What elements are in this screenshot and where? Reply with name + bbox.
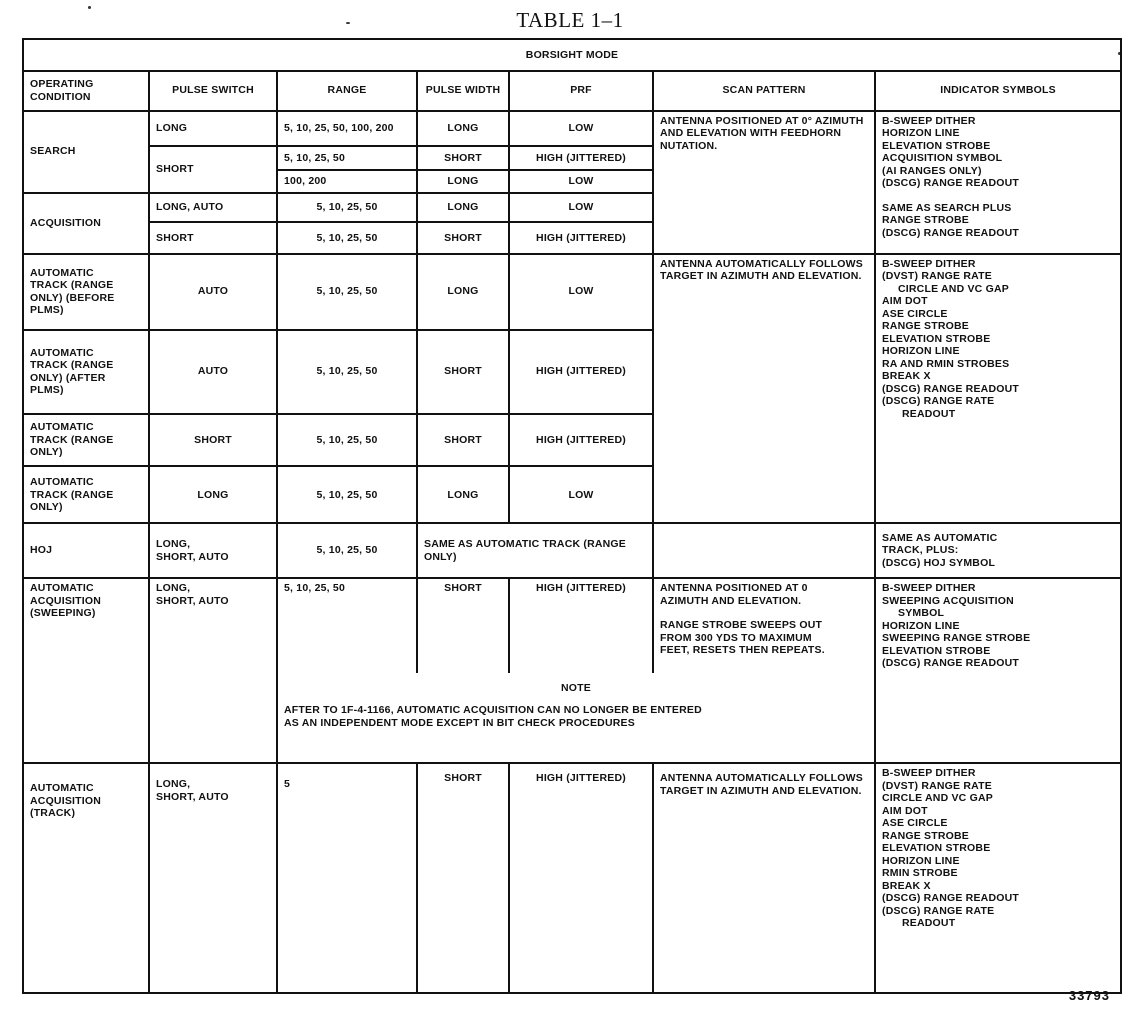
pulse-switch-cell: [149, 763, 277, 993]
pulse-switch-cell: AUTO: [149, 254, 277, 330]
text-line: HORIZON LINE: [882, 345, 960, 358]
column-header-condition: OPERATING CONDITION: [23, 71, 149, 111]
text-line: AS AN INDEPENDENT MODE EXCEPT IN BIT CHECK PROCEDURES: [284, 716, 635, 729]
text-line: RANGE STROBE: [882, 320, 969, 333]
text-line: TRACK (RANGE: [30, 359, 114, 372]
text-line: SHORT, AUTO: [156, 790, 229, 803]
range-cell: 5, 10, 25, 50: [277, 578, 417, 673]
text-line: (TRACK): [30, 807, 76, 820]
text-line: FROM 300 YDS TO MAXIMUM: [660, 631, 812, 644]
pulse-width-cell: LONG: [417, 254, 509, 330]
text-line: B-SWEEP DITHER: [882, 582, 976, 595]
text-line: FEET, RESETS THEN REPEATS.: [660, 644, 825, 657]
table-row: [23, 523, 1121, 578]
prf-cell: HIGH (JITTERED): [509, 763, 653, 993]
scan-pattern-cell: [653, 523, 875, 578]
text-line: AUTOMATIC: [30, 421, 94, 434]
pulse-switch-cell: LONG, AUTO: [149, 193, 277, 222]
text-line: RMIN STROBE: [882, 867, 958, 880]
borsight-mode-table: [22, 38, 1122, 994]
prf-cell: LOW: [509, 111, 653, 147]
condition-cell: [23, 330, 149, 414]
prf-cell: LOW: [509, 170, 653, 193]
scan-pattern-cell: ANTENNA POSITIONED AT 0° AZIMUTH AND ELEVATION WITH FEEDHORN NUTATION.: [653, 111, 875, 254]
text-line: ASE CIRCLE: [882, 307, 948, 320]
text-line: (DSCG) RANGE RATE: [882, 395, 995, 408]
pulse-width-cell: LONG: [417, 193, 509, 222]
text-line: ONLY): [30, 446, 63, 459]
text-line: SYMBOL: [898, 607, 945, 620]
scan-speck: [346, 22, 350, 24]
indicator-symbols-cell: [875, 523, 1121, 578]
text-line: TRACK (RANGE: [30, 433, 114, 446]
prf-cell: HIGH (JITTERED): [509, 330, 653, 414]
text-line: HORIZON LINE: [882, 619, 960, 632]
text-line: (DSCG) RANGE READOUT: [882, 177, 1019, 190]
range-cell: 5, 10, 25, 50: [277, 146, 417, 169]
document-number: 33793: [1068, 988, 1110, 1003]
text-line: CIRCLE AND VC GAP: [898, 282, 1009, 295]
text-line: ONLY) (BEFORE: [30, 291, 115, 304]
text-line: (DSCG) RANGE READOUT: [882, 226, 1019, 239]
text-line: SWEEPING ACQUISITION: [882, 594, 1014, 607]
text-line: HORIZON LINE: [882, 127, 960, 140]
text-line: AFTER TO 1F-4-1166, AUTOMATIC ACQUISITION CAN NO LONGER BE ENTERED: [284, 704, 702, 717]
table-row: [23, 578, 1121, 673]
pulse-switch-cell: LONG: [149, 466, 277, 523]
indicator-list: [882, 202, 1114, 240]
text-line: ACQUISITION: [30, 794, 102, 807]
text-line: B-SWEEP DITHER: [882, 767, 976, 780]
text-line: (DSCG) RANGE READOUT: [882, 382, 1019, 395]
pulse-width-cell: LONG: [417, 466, 509, 523]
pulse-switch-cell: [149, 578, 277, 763]
condition-cell: [23, 414, 149, 467]
text-line: LONG,: [156, 538, 191, 551]
range-cell: 5, 10, 25, 50: [277, 466, 417, 523]
text-line: LONG,: [156, 778, 191, 791]
text-line: HORIZON LINE: [882, 854, 960, 867]
text-line: AUTOMATIC: [30, 582, 94, 595]
section-header: BORSIGHT MODE: [23, 39, 1121, 71]
scan-pattern-cell: ANTENNA AUTOMATICALLY FOLLOWS TARGET IN AZIMUTH AND ELEVATION.: [653, 254, 875, 524]
prf-cell: LOW: [509, 466, 653, 523]
text-line: (DVST) RANGE RATE: [882, 779, 992, 792]
prf-cell: HIGH (JITTERED): [509, 578, 653, 673]
note-cell: [277, 673, 875, 764]
text-line: SAME AS SEARCH PLUS: [882, 201, 1012, 214]
text-line: TRACK (RANGE: [30, 488, 114, 501]
pulse-switch-cell: LONG: [149, 111, 277, 147]
pulse-width-cell: SHORT: [417, 414, 509, 467]
text-line: (DSCG) HOJ SYMBOL: [882, 556, 996, 569]
indicator-symbols-cell: [875, 254, 1121, 524]
text-line: TRACK, PLUS:: [882, 544, 959, 557]
text-line: (AI RANGES ONLY): [882, 164, 982, 177]
text-line: SHORT, AUTO: [156, 594, 229, 607]
table-row: [23, 254, 1121, 330]
text-line: PLMS): [30, 384, 64, 397]
text-line: (DSCG) RANGE READOUT: [882, 892, 1019, 905]
text-line: BREAK X: [882, 879, 931, 892]
scan-pattern-cell: [653, 578, 875, 673]
table-title: TABLE 1–1: [516, 8, 624, 32]
text-line: RANGE STROBE SWEEPS OUT: [660, 619, 823, 632]
text-line: ELEVATION STROBE: [882, 842, 991, 855]
pulse-width-cell: SHORT: [417, 763, 509, 993]
prf-cell: LOW: [509, 193, 653, 222]
condition-cell: [23, 466, 149, 523]
pulse-switch-cell: [149, 523, 277, 578]
text-line: READOUT: [902, 917, 956, 930]
pulse-switch-cell: AUTO: [149, 330, 277, 414]
column-header-prf: PRF: [509, 71, 653, 111]
text-line: RANGE STROBE: [882, 829, 969, 842]
condition-cell: HOJ: [23, 523, 149, 578]
text-line: ONLY) (AFTER: [30, 371, 106, 384]
text-line: ELEVATION STROBE: [882, 332, 991, 345]
text-line: B-SWEEP DITHER: [882, 257, 976, 270]
column-header-pulse-switch: PULSE SWITCH: [149, 71, 277, 111]
column-header-pulse-width: PULSE WIDTH: [417, 71, 509, 111]
text-line: AUTOMATIC: [30, 782, 94, 795]
text-line: SAME AS AUTOMATIC: [882, 531, 998, 544]
condition-cell: ACQUISITION: [23, 193, 149, 254]
indicator-symbols-cell: [875, 111, 1121, 254]
column-header-scan-pattern: SCAN PATTERN: [653, 71, 875, 111]
text-line: AIM DOT: [882, 295, 928, 308]
text-line: AIM DOT: [882, 804, 928, 817]
indicator-symbols-cell: [875, 578, 1121, 763]
range-cell: 5, 10, 25, 50: [277, 254, 417, 330]
range-cell: 5, 10, 25, 50: [277, 222, 417, 254]
text-line: TRACK (RANGE: [30, 279, 114, 292]
range-cell: 5, 10, 25, 50: [277, 193, 417, 222]
borsight-table-wrapper: [22, 38, 1120, 994]
text-line: ASE CIRCLE: [882, 817, 948, 830]
table-row: [23, 111, 1121, 147]
condition-cell: [23, 763, 149, 993]
text-line: LONG,: [156, 582, 191, 595]
text-line: AUTOMATIC: [30, 476, 94, 489]
prf-cell: HIGH (JITTERED): [509, 414, 653, 467]
pulse-switch-cell: SHORT: [149, 222, 277, 254]
prf-cell: LOW: [509, 254, 653, 330]
pulse-width-cell: SHORT: [417, 222, 509, 254]
pulse-switch-cell: SHORT: [149, 146, 277, 192]
scan-speck: [88, 6, 91, 9]
indicator-list: [882, 115, 1114, 190]
text-line: PLMS): [30, 304, 64, 317]
pulse-width-cell: LONG: [417, 170, 509, 193]
text-line: ACQUISITION SYMBOL: [882, 152, 1003, 165]
text-line: AUTOMATIC: [30, 346, 94, 359]
text-line: READOUT: [902, 407, 956, 420]
text-line: (DVST) RANGE RATE: [882, 270, 992, 283]
condition-cell: SEARCH: [23, 111, 149, 193]
range-cell: 100, 200: [277, 170, 417, 193]
text-line: AZIMUTH AND ELEVATION.: [660, 594, 802, 607]
prf-cell: HIGH (JITTERED): [509, 146, 653, 169]
text-line: RANGE STROBE: [882, 214, 969, 227]
text-line: CIRCLE AND VC GAP: [882, 792, 993, 805]
text-line: ONLY): [30, 501, 63, 514]
text-line: (DSCG) RANGE READOUT: [882, 657, 1019, 670]
range-cell: 5, 10, 25, 50: [277, 414, 417, 467]
pulse-switch-cell: SHORT: [149, 414, 277, 467]
note-text: [284, 704, 868, 729]
pulse-width-cell: SHORT: [417, 146, 509, 169]
text-line: ACQUISITION: [30, 594, 102, 607]
same-as-cell: SAME AS AUTOMATIC TRACK (RANGE ONLY): [417, 523, 653, 578]
pulse-width-cell: SHORT: [417, 578, 509, 673]
range-cell: 5, 10, 25, 50: [277, 330, 417, 414]
text-line: BREAK X: [882, 370, 931, 383]
column-header-indicator-symbols: INDICATOR SYMBOLS: [875, 71, 1121, 111]
text-line: SHORT, AUTO: [156, 550, 229, 563]
text-line: AUTOMATIC: [30, 266, 94, 279]
scan-pattern-cell: ANTENNA AUTOMATICALLY FOLLOWS TARGET IN AZIMUTH AND ELEVATION.: [653, 763, 875, 993]
pulse-width-cell: LONG: [417, 111, 509, 147]
table-row: [23, 763, 1121, 993]
text-line: SWEEPING RANGE STROBE: [882, 632, 1031, 645]
condition-cell: [23, 578, 149, 763]
range-cell: 5, 10, 25, 50: [277, 523, 417, 578]
range-cell: 5: [277, 763, 417, 993]
range-cell: 5, 10, 25, 50, 100, 200: [277, 111, 417, 147]
text-line: (DSCG) RANGE RATE: [882, 904, 995, 917]
condition-cell: [23, 254, 149, 330]
text-line: ELEVATION STROBE: [882, 644, 991, 657]
text-line: B-SWEEP DITHER: [882, 114, 976, 127]
text-line: (SWEEPING): [30, 607, 96, 620]
indicator-symbols-cell: [875, 763, 1121, 993]
text-line: ANTENNA POSITIONED AT 0: [660, 582, 808, 595]
prf-cell: HIGH (JITTERED): [509, 222, 653, 254]
text-line: ELEVATION STROBE: [882, 139, 991, 152]
note-title: NOTE: [561, 681, 591, 694]
text-line: RA AND RMIN STROBES: [882, 357, 1010, 370]
pulse-width-cell: SHORT: [417, 330, 509, 414]
column-header-range: RANGE: [277, 71, 417, 111]
